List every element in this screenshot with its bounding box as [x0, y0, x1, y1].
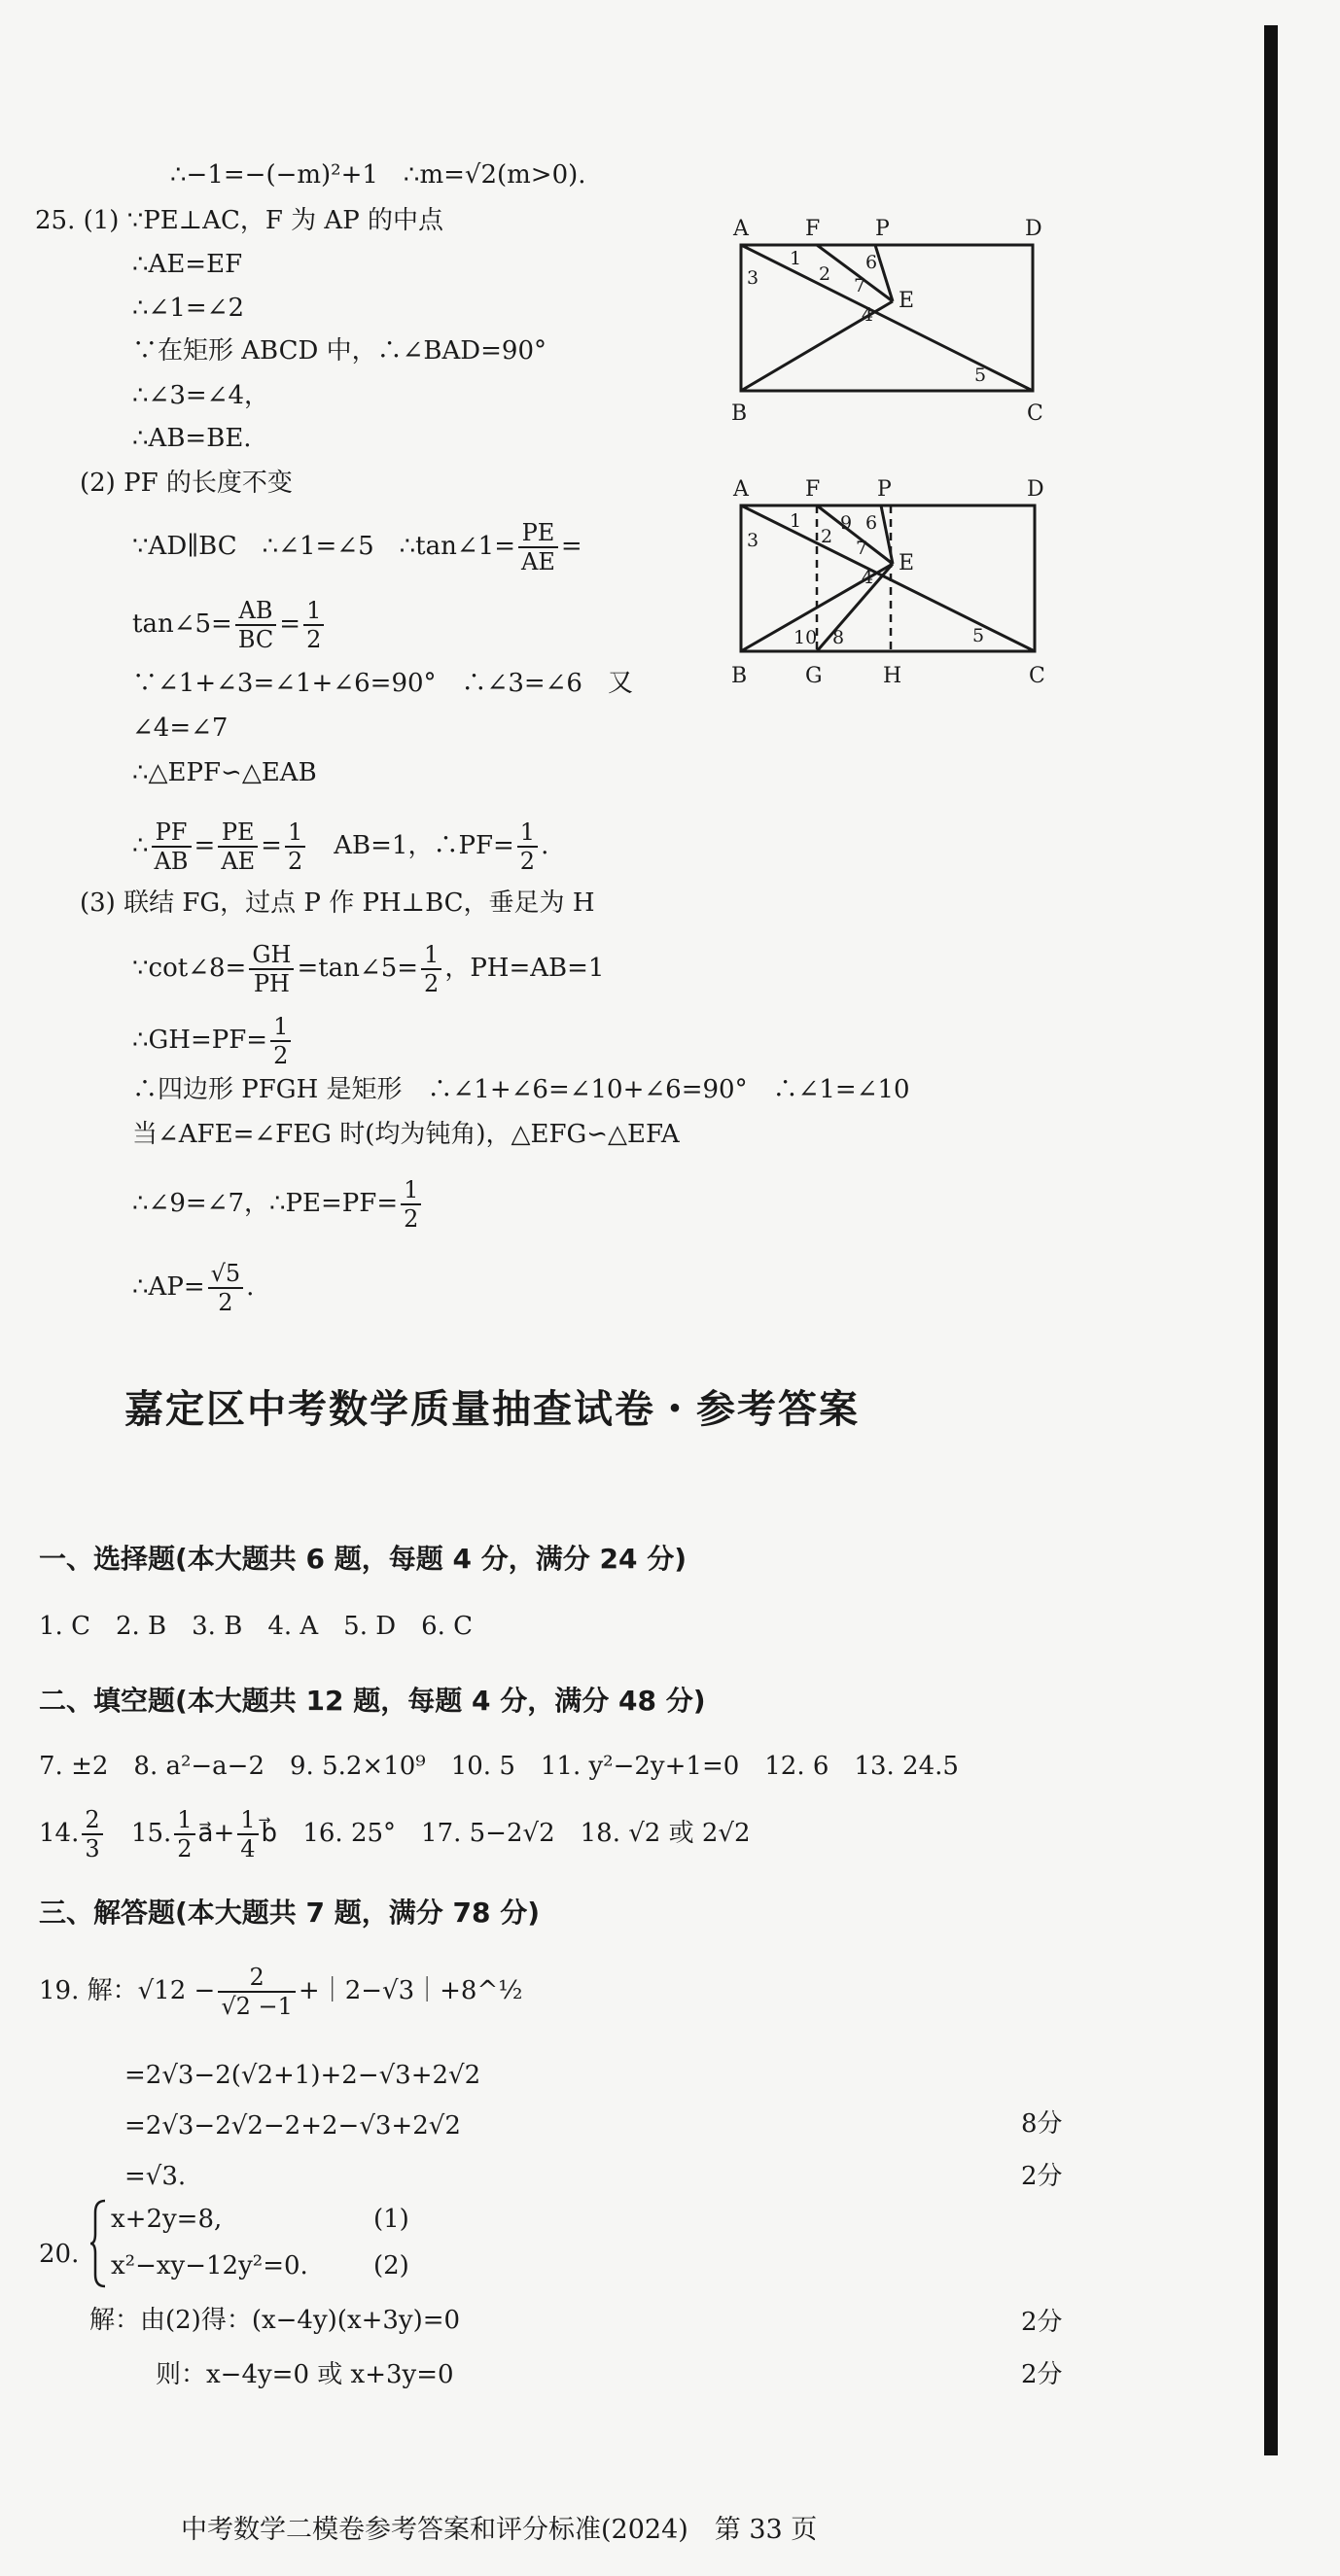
label-p: P — [875, 217, 890, 241]
text-segment: . — [541, 831, 549, 860]
text-segment: 14. — [39, 1819, 80, 1848]
text-segment: ∴∠9=∠7，∴PE=PF= — [132, 1189, 399, 1218]
score-label: 2分 — [1021, 2162, 1063, 2191]
brace-icon — [89, 2199, 109, 2288]
text-line: 当∠AFE=∠FEG 时(均为钝角)，△EFG∽△EFA — [132, 1120, 680, 1149]
text-line: ∴∠1=∠2 — [132, 294, 244, 323]
text-segment: = — [261, 831, 282, 860]
question-number: 20. — [39, 2240, 80, 2269]
denominator: AB — [154, 848, 189, 875]
fraction — [249, 941, 294, 997]
denominator: 2 — [287, 848, 303, 875]
angle-3: 3 — [747, 267, 759, 289]
fraction — [421, 941, 441, 997]
text-segment: 16. 25° 17. 5−2√2 18. √2 或 2√2 — [302, 1819, 751, 1848]
denominator: 2 — [424, 970, 440, 997]
answer-row — [39, 1806, 751, 1862]
math-line — [132, 941, 604, 997]
text-line: ∴AB=BE. — [132, 424, 252, 453]
numerator: 1 — [270, 1013, 291, 1042]
fraction — [237, 1806, 258, 1862]
angle-2: 2 — [819, 263, 831, 285]
text-segment: tan∠5= — [132, 609, 232, 639]
numerator: 1 — [421, 941, 441, 970]
angle-9: 9 — [840, 512, 853, 534]
denominator: AE — [221, 848, 256, 875]
page-footer: 中考数学二模卷参考答案和评分标准(2024) 第 33 页 — [181, 2515, 818, 2545]
fraction — [218, 818, 258, 875]
fraction — [303, 597, 324, 653]
fraction — [152, 818, 192, 875]
label-f: F — [805, 477, 821, 502]
label-g: G — [805, 664, 823, 688]
numerator: 1 — [517, 818, 538, 848]
angle-4: 4 — [862, 567, 874, 588]
numerator: PF — [152, 818, 192, 848]
section-heading: 二、填空题(本大题共 12 题，每题 4 分，满分 48 分) — [39, 1685, 706, 1717]
text-line: ∴∠3=∠4， — [132, 381, 269, 410]
angle-7: 7 — [856, 538, 868, 559]
angle-1: 1 — [790, 510, 802, 532]
angle-6: 6 — [865, 512, 878, 534]
denominator: AE — [521, 548, 555, 575]
fraction — [174, 1806, 194, 1862]
angle-5: 5 — [972, 625, 985, 646]
segment-eg — [817, 564, 893, 651]
denominator: 4 — [240, 1835, 256, 1862]
section-heading: 一、选择题(本大题共 6 题，每题 4 分，满分 24 分) — [39, 1543, 688, 1575]
text-line: =2√3−2√2−2+2−√3+2√2 — [124, 2111, 461, 2141]
text-line: ∵∠1+∠3=∠1+∠6=90° ∴∠3=∠6 又 — [132, 669, 633, 698]
numerator: √5 — [208, 1260, 244, 1289]
numerator: 1 — [285, 818, 305, 848]
math-line — [132, 818, 548, 875]
text-segment: 15. — [130, 1819, 172, 1848]
angle-8: 8 — [832, 627, 845, 648]
numerator: AB — [235, 597, 276, 626]
angle-3: 3 — [747, 530, 759, 551]
text-segment: = — [560, 532, 582, 561]
denominator: 2 — [218, 1289, 233, 1316]
fraction — [218, 1964, 296, 2020]
denominator: 2 — [306, 626, 322, 653]
angle-1: 1 — [790, 248, 802, 269]
text-segment: 19. 解：√12 − — [39, 1976, 216, 2005]
label-p: P — [877, 477, 892, 502]
label-h: H — [883, 664, 902, 688]
text-line: 解：由(2)得：(x−4y)(x+3y)=0 — [89, 2306, 461, 2335]
text-segment: = — [194, 831, 216, 860]
math-line — [132, 1176, 424, 1233]
text-line: 则：x−4y=0 或 x+3y=0 — [156, 2360, 454, 2389]
text-line: ∴−1=−(−m)²+1 ∴m=√2(m>0). — [170, 160, 586, 190]
denominator: √2 −1 — [221, 1993, 293, 2020]
label-b: B — [731, 664, 748, 688]
text-segment: +｜2−√3｜+8^½ — [298, 1976, 523, 2005]
text-line: =√3. — [124, 2162, 187, 2191]
fraction — [82, 1806, 102, 1862]
angle-4: 4 — [862, 304, 874, 326]
denominator: 2 — [519, 848, 536, 875]
text-segment: ∴GH=PF= — [132, 1026, 268, 1055]
label-d: D — [1027, 477, 1044, 502]
text-segment: = — [279, 609, 301, 639]
scan-edge-bar — [1264, 25, 1278, 2455]
numerator: PE — [518, 519, 558, 548]
text-segment: =tan∠5= — [297, 954, 419, 983]
label-d: D — [1025, 217, 1042, 241]
fraction — [208, 1260, 244, 1316]
fraction — [235, 597, 276, 653]
numerator: 1 — [303, 597, 324, 626]
score-label: 2分 — [1021, 2360, 1063, 2389]
section-heading: 三、解答题(本大题共 7 题，满分 78 分) — [39, 1897, 541, 1929]
answer-row: 1. C 2. B 3. B 4. A 5. D 6. C — [39, 1612, 474, 1641]
text-segment: ∴AP= — [132, 1272, 205, 1302]
segment-ep — [875, 245, 893, 301]
text-line: ∴△EPF∽△EAB — [132, 758, 317, 787]
fraction — [285, 818, 305, 875]
label-e: E — [899, 289, 915, 313]
text-segment: b⃗ — [261, 1819, 278, 1848]
label-c: C — [1027, 401, 1043, 426]
denominator: 2 — [404, 1205, 419, 1233]
equation-tag: (1) — [373, 2205, 409, 2234]
math-line — [132, 1260, 254, 1316]
label-e: E — [899, 551, 915, 575]
text-line: (3) 联结 FG，过点 P 作 PH⊥BC，垂足为 H — [80, 888, 595, 918]
label-b: B — [731, 401, 748, 426]
text-line: (2) PF 的长度不变 — [80, 469, 293, 498]
angle-10: 10 — [793, 627, 818, 648]
denominator: 2 — [273, 1042, 289, 1069]
text-segment: AB=1，∴PF= — [308, 831, 514, 860]
text-line: 25. (1) ∵PE⊥AC，F 为 AP 的中点 — [35, 206, 443, 235]
geometry-figure-2 — [720, 474, 1070, 698]
text-line: ∵在矩形 ABCD 中，∴∠BAD=90° — [132, 336, 547, 366]
fraction — [401, 1176, 421, 1233]
numerator: PE — [218, 818, 258, 848]
text-segment: ，PH=AB=1 — [444, 954, 605, 983]
score-label: 2分 — [1021, 2308, 1063, 2337]
denominator: BC — [237, 626, 274, 653]
page-title: 嘉定区中考数学质量抽查试卷・参考答案 — [124, 1387, 860, 1432]
answer-row: 7. ±2 8. a²−a−2 9. 5.2×10⁹ 10. 5 11. y²−2y+1=0 12. 6 13. 24.5 — [39, 1752, 959, 1781]
angle-7: 7 — [854, 275, 866, 296]
text-line: =2√3−2(√2+1)+2−√3+2√2 — [124, 2061, 481, 2090]
angle-6: 6 — [865, 252, 878, 273]
text-line: ∴四边形 PFGH 是矩形 ∴∠1+∠6=∠10+∠6=90° ∴∠1=∠10 — [132, 1075, 910, 1104]
numerator: 1 — [237, 1806, 258, 1835]
angle-2: 2 — [821, 526, 833, 547]
denominator: PH — [253, 970, 290, 997]
fraction — [518, 519, 558, 575]
text-line: ∠4=∠7 — [132, 714, 229, 743]
numerator: 2 — [82, 1806, 102, 1835]
numerator: GH — [249, 941, 294, 970]
equation: x+2y=8, — [111, 2205, 223, 2234]
text-line: ∴AE=EF — [132, 250, 243, 279]
equation: x²−xy−12y²=0. — [111, 2251, 308, 2280]
diagonal-ac — [741, 505, 1035, 651]
text-segment: ∴ — [132, 831, 149, 860]
equation-tag: (2) — [373, 2251, 409, 2280]
numerator: 1 — [401, 1176, 421, 1205]
score-label: 8分 — [1021, 2109, 1063, 2139]
math-line — [132, 519, 582, 575]
numerator: 2 — [218, 1964, 296, 1993]
text-segment: . — [246, 1272, 255, 1302]
geometry-figure-1 — [720, 214, 1070, 437]
math-line — [132, 1013, 294, 1069]
label-c: C — [1029, 664, 1045, 688]
math-line — [39, 1964, 522, 2020]
text-segment: a⃗+ — [197, 1819, 235, 1848]
label-a: A — [733, 477, 749, 502]
text-segment: ∵cot∠8= — [132, 954, 247, 983]
numerator: 1 — [174, 1806, 194, 1835]
label-a: A — [733, 217, 749, 241]
math-line — [132, 597, 327, 653]
denominator: 3 — [85, 1835, 100, 1862]
text-segment: ∵AD∥BC ∴∠1=∠5 ∴tan∠1= — [132, 532, 515, 561]
diagonal-ac — [741, 245, 1033, 391]
denominator: 2 — [177, 1835, 193, 1862]
angle-5: 5 — [974, 365, 987, 386]
fraction — [270, 1013, 291, 1069]
label-f: F — [805, 217, 821, 241]
fraction — [517, 818, 538, 875]
